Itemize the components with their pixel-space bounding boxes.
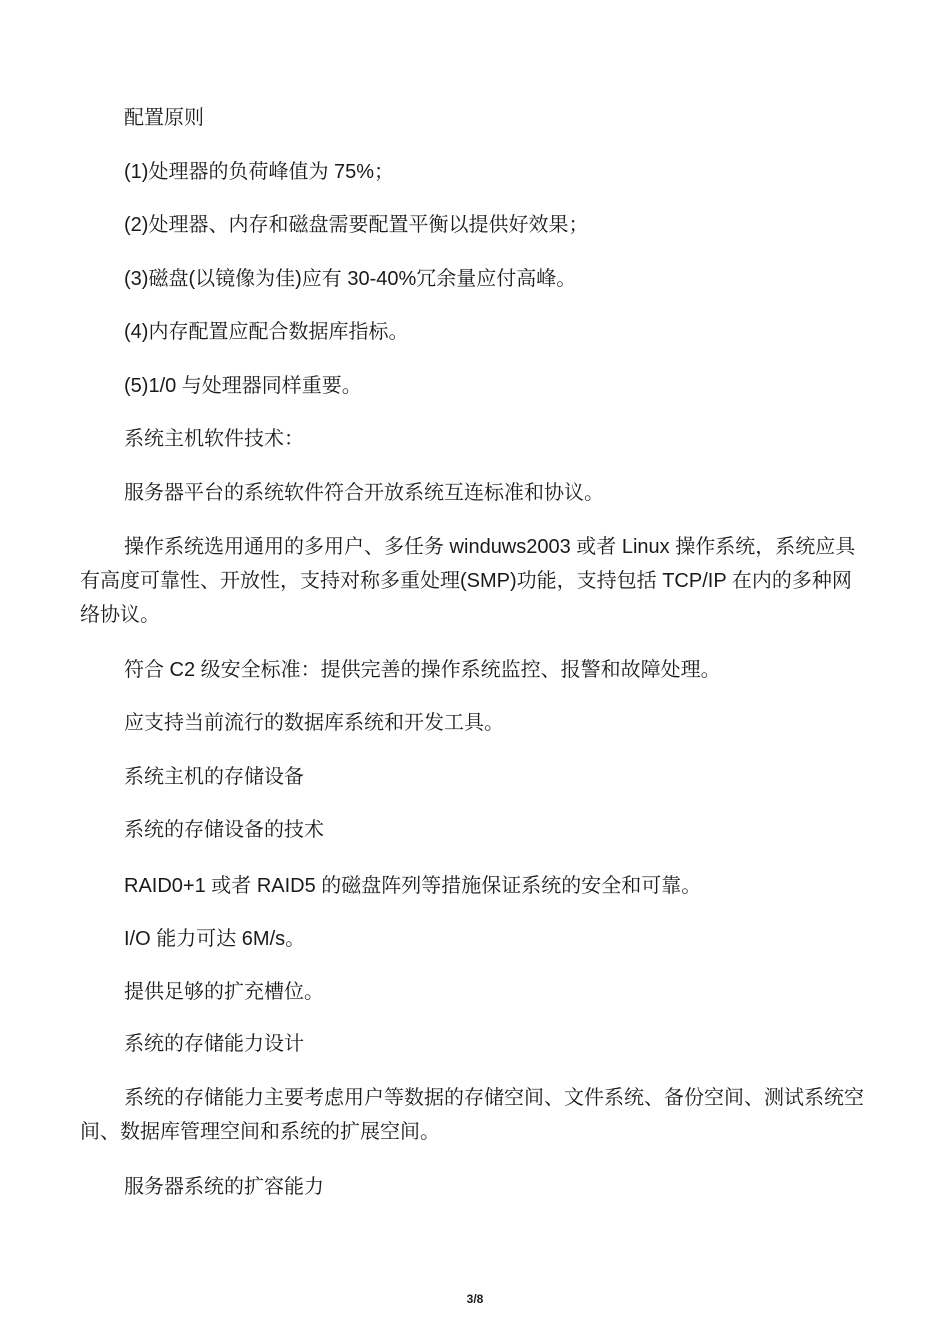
paragraph: 符合 C2 级安全标准：提供完善的操作系统监控、报警和故障处理。 — [124, 659, 721, 681]
paragraph: 提供足够的扩充槽位。 — [124, 981, 324, 1003]
paragraph: 服务器平台的系统软件符合开放系统互连标准和协议。 — [124, 482, 604, 504]
paragraph: 系统的存储能力设计 — [124, 1033, 304, 1055]
paragraph: 配置原则 — [124, 107, 204, 129]
paragraph: 系统主机的存储设备 — [124, 766, 304, 788]
paragraph: 操作系统选用通用的多用户、多任务 winduws2003 或者 Linux 操作系统，系统应具有高度可靠性、开放性，支持对称多重处理(SMP)功能，支持包括 TCP/IP 在内的多种网络协议。 — [80, 536, 856, 626]
paragraph: (2)处理器、内存和磁盘需要配置平衡以提供好效果； — [124, 214, 589, 236]
paragraph: 系统的存储设备的技术 — [124, 819, 324, 841]
paragraph: RAID0+1 或者 RAID5 的磁盘阵列等措施保证系统的安全和可靠。 — [124, 875, 702, 897]
paragraph: (1)处理器的负荷峰值为 75%； — [124, 161, 395, 183]
paragraph: 系统主机软件技术： — [124, 428, 304, 450]
paragraph: 系统的存储能力主要考虑用户等数据的存储空间、文件系统、备份空间、测试系统空间、数据库管理空间和系统的扩展空间。 — [80, 1087, 864, 1143]
paragraph: (4)内存配置应配合数据库指标。 — [124, 321, 409, 343]
paragraph: (3)磁盘(以镜像为佳)应有 30-40%冗余量应付高峰。 — [124, 268, 577, 290]
paragraph: I/O 能力可达 6M/s。 — [124, 928, 306, 950]
paragraph: 应支持当前流行的数据库系统和开发工具。 — [124, 712, 504, 734]
page-number: 3/8 — [466, 1292, 484, 1306]
paragraph: 服务器系统的扩容能力 — [124, 1176, 324, 1198]
paragraph: (5)1/0 与处理器同样重要。 — [124, 375, 362, 397]
